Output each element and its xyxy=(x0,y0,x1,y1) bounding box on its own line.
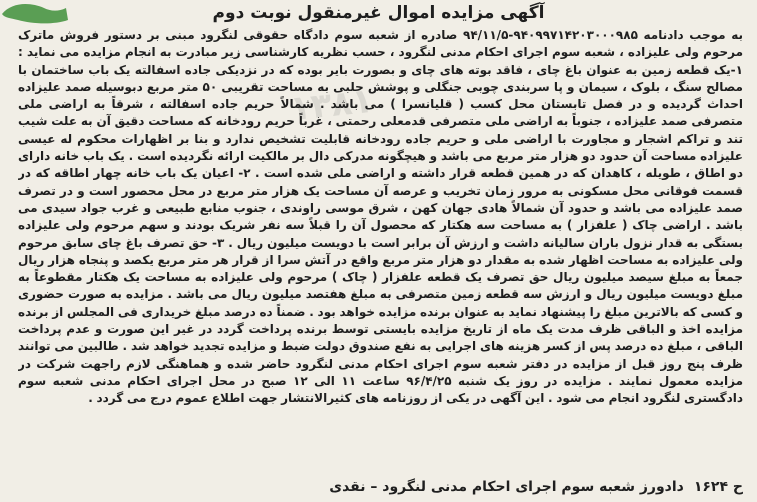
notice-body-text: به موجب دادنامه ۹۴۰۹۹۷۱۴۲۰۳۰۰۰۹۸۵-۹۴/۱۱/۵ صادره از شعبه سوم دادگاه حقوقی لنگرود مبنی بر دستور فروش ماترک مرحوم ولی علیزاده ، شعبه سوم اجرای احکام مدنی لنگرود ، حسب نظریه کارشناسی زیر مبادرت به انجام مزایده می نماید : ۱-یک قطعه زمین به عنوان باغ چای ، فاقد بوته های چای و بصورت بایر بوده که در نزدیکی جاده اسفالته یک باب ساختمان با مصالح سنگ ، بلوک ، سیمان و پا سربندی چوبی جنگلی و پوشش حلبی به مساحت تقریبی ۵۰ متر مربع دبوسیله صمد علیزاده احداث گردیده و در فصل تابستان محل کسب ( قلیانسرا ) می باشد . شمالاً حریم جاده اسفالته ، شرقاً به اراضی ملی متصرفی صمد علیزاده ، جنوباً به اراضی ملی متصرفی قدمعلی رحمتی ، غرباً حریم رودخانه که مساحت دقیق آن به علت شیب تند و تراکم اشجار و مجاورت با اراضی ملی و حریم جاده رودخانه قابلیت تشخیص ندارد و بنا بر اظهارات محکوم له عیسی علیزاده مساحت آن حدود دو هزار متر مربع می باشد و هیچگونه مدرکی دال بر مالکیت ارائه نگردیده است . یک باب خانه دارای دو اطاق ، طویله ، کاهدان که در همین قطعه قرار داشته و اراضی ملی شده است . ۲- اعیان یک باب خانه چهار اطاقه که در قسمت فوقانی محل مسکونی به مرور زمان تخریب و عرصه آن مساحت یک هزار متر مربع در محل محصور است و در تصرف صمد علیزاده می باشد و حدود آن شمالاً هادی جهان کهن ، شرق موسی راوندی ، جنوب منابع طبیعی و غرب جواد سیدی می باشد . اراضی چاک ( علفزار ) به مساحت سه هکتار که محصول آن را قبلاً سه نفر شریک بودند و سهم مرحوم ولی علیزاده بستگی به قدار نزول باران سالیانه داشت و ارزش آن برابر است با دویست میلیون ریال . ۳- حق تصرف باغ چای سابق مرحوم ولی علیزاده به مساحت اظهار شده به مقدار دو هزار متر مربع واقع در آتش سرا از قرار هر متر مربع یکصد و پنجاه هزار ریال جمعاً به مبلغ سیصد میلیون ریال حق تصرف یک قطعه علفزار ( چاک ) مرحوم ولی علیزاده به مساحت یک هکتار مقطوعاً به مبلغ دویست میلیون ریال و ارزش سه قطعه زمین متصرفی به مبلغ هفتصد میلیون ریال می باشد . مزایده به صورت حضوری و کسی که بالاترین مبلغ را پیشنهاد نماید به عنوان برنده مزایده خواهد بود . ضمناً ده درصد مبلغ خریداری فی المجلس از برنده مزایده اخذ و الباقی ظرف مدت یک ماه از تاریخ مزایده بایستی توسط برنده پرداخت گردد در غیر این صورت و عدم پرداخت الباقی ، مبلغ ده درصد پس از کسر هزینه های اجرایی به نفع صندوق دولت ضبط و مزایده تجدید خواهد شد . طالبین می توانند ظرف پنج روز قبل از مزایده در دفتر شعبه سوم اجرای احکام مدنی لنگرود حاضر شده و هماهنگی لازم راجهت شرکت در مزایده معمول نمایند . مزایده در روز یک شنبه ۹۶/۴/۲۵ ساعت ۱۱ الی ۱۲ صبح در محل اجرای احکام مدنی شعبه سوم دادگستری لنگرود انجام می شود . این آگهی در یکی از روزنامه های کثیرالانتشار جهت اطلاع عموم درج می گردد . xyxy=(18,28,743,406)
notice-code: ح ۱۶۲۴ xyxy=(693,479,743,495)
watermark: ۱۳۸۱ xyxy=(288,80,375,130)
notice-footer xyxy=(18,476,743,498)
notice-signature: دادورز شعبه سوم اجرای احکام مدنی لنگرود – نقدی xyxy=(329,479,684,495)
notice-title: آگهی مزایده اموال غیرمنقول نوبت دوم xyxy=(212,3,545,23)
